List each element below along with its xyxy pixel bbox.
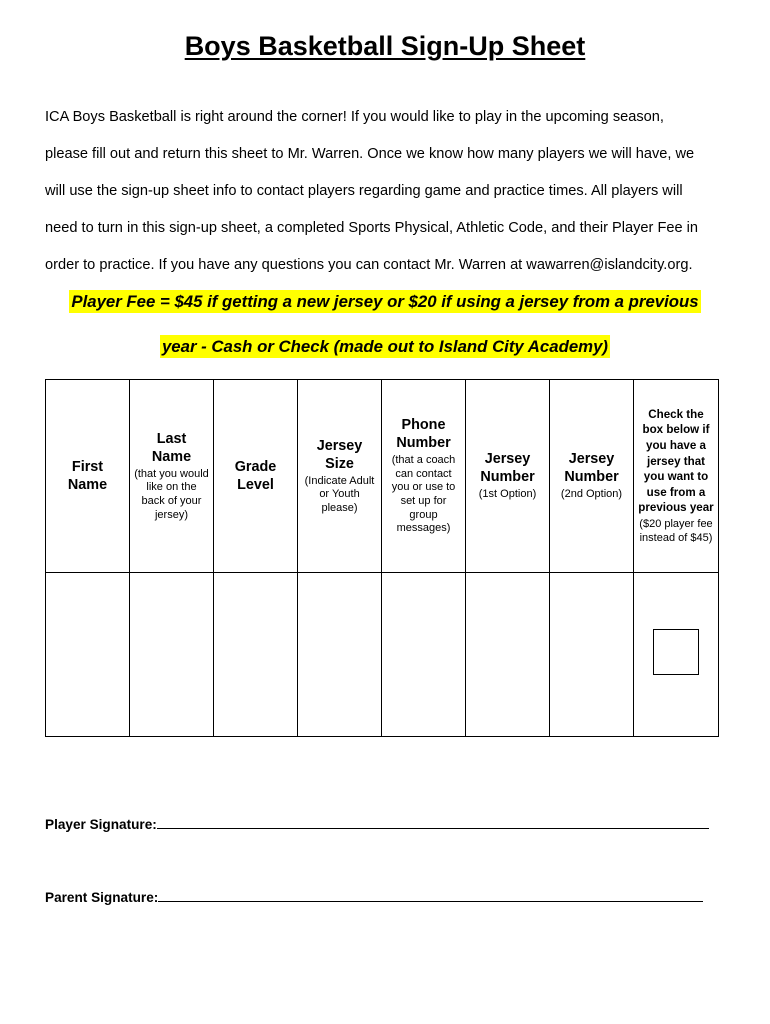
player-fee-line: Player Fee = $45 if getting a new jersey or $20 if using a jersey from a previous <box>71 292 699 311</box>
header-note: (that a coach can contact you or use to set up for group messages) <box>391 454 456 535</box>
header-label: Size <box>325 455 354 472</box>
header-last-name <box>130 380 214 573</box>
header-label: First <box>71 459 104 475</box>
previous-jersey-checkbox[interactable] <box>653 629 699 675</box>
header-grade-level <box>214 380 298 573</box>
header-label: Name <box>151 448 192 465</box>
intro-line: ICA Boys Basketball is right around the corner! If you would like to play in the upcoming season, <box>45 109 664 125</box>
parent-signature-field <box>45 887 703 905</box>
intro-line: please fill out and return this sheet to Mr. Warren. Once we know how many players we will have, we <box>45 146 695 162</box>
header-label: Grade <box>234 459 277 475</box>
payment-method-notice <box>0 337 770 357</box>
header-note: (1st Option) <box>478 488 537 501</box>
player-signature-label: Player Signature: <box>45 817 157 832</box>
jersey-size-cell[interactable] <box>298 573 382 737</box>
jersey-number-1st-cell[interactable] <box>466 573 550 737</box>
header-label: Number <box>480 469 535 486</box>
payment-method-line: year - Cash or Check (made out to Island City Academy) <box>161 337 609 356</box>
first-name-cell[interactable] <box>46 573 130 737</box>
table-row <box>46 573 719 737</box>
player-signature-line[interactable] <box>157 814 709 829</box>
grade-level-cell[interactable] <box>214 573 298 737</box>
phone-number-cell[interactable] <box>382 573 466 737</box>
header-jersey-number-2nd <box>550 380 634 573</box>
header-label: Phone <box>401 417 446 434</box>
header-first-name <box>46 380 130 573</box>
header-note: (that you would like on the back of your jersey) <box>134 467 209 521</box>
header-previous-jersey <box>634 380 719 573</box>
header-label: Last <box>156 430 187 447</box>
intro-line: need to turn in this sign-up sheet, a completed Sports Physical, Athletic Code, and their Player Fee in <box>45 220 699 236</box>
header-jersey-number-1st <box>466 380 550 573</box>
last-name-cell[interactable] <box>130 573 214 737</box>
table-header-row <box>46 380 719 573</box>
header-jersey-size <box>298 380 382 573</box>
header-label: Name <box>67 477 108 493</box>
player-signature-field <box>45 814 709 832</box>
header-note: ($20 player fee instead of $45) <box>639 517 713 544</box>
parent-signature-line[interactable] <box>158 887 703 902</box>
header-label: Number <box>564 469 619 486</box>
header-label: Level <box>237 477 274 493</box>
player-fee-notice <box>0 292 770 312</box>
page-title: Boys Basketball Sign-Up Sheet <box>184 31 586 61</box>
header-phone-number <box>382 380 466 573</box>
header-label: Check the box below if you have a jersey that you want to use from a previous year <box>638 407 714 515</box>
header-label: Number <box>396 435 451 452</box>
header-label: Jersey <box>316 437 363 454</box>
intro-line: will use the sign-up sheet info to contact players regarding game and practice times. All players will <box>45 183 683 199</box>
intro-line: order to practice. If you have any questions you can contact Mr. Warren at wawarren@islandcity.org. <box>45 257 693 273</box>
signup-table <box>45 379 719 737</box>
header-label: Jersey <box>484 451 531 468</box>
parent-signature-label: Parent Signature: <box>45 890 159 905</box>
header-label: Jersey <box>568 451 615 468</box>
previous-jersey-cell <box>634 573 719 737</box>
jersey-number-2nd-cell[interactable] <box>550 573 634 737</box>
intro-paragraph <box>45 99 735 284</box>
header-note: (Indicate Adult or Youth please) <box>304 474 375 514</box>
header-note: (2nd Option) <box>560 488 623 501</box>
